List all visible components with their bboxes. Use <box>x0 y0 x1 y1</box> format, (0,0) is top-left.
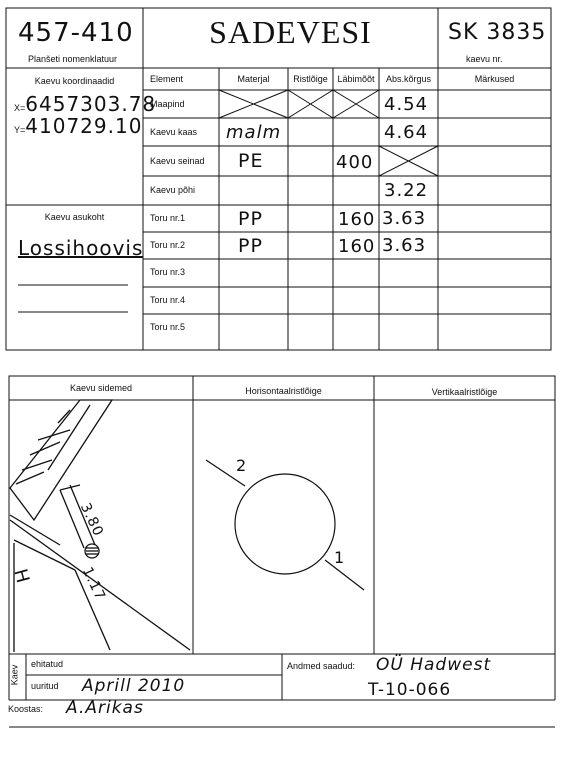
dim-label-h: H <box>9 566 34 587</box>
uuritud-value: Aprill 2010 <box>82 676 186 696</box>
col-header-ristloige: Ristlõige <box>293 74 328 84</box>
andmed-label: Andmed saadud: <box>287 661 356 671</box>
row-element: Kaevu seinad <box>150 156 205 166</box>
row-element: Maapind <box>150 99 185 109</box>
cell-materjal: PP <box>238 208 263 230</box>
col-header-materjal: Materjal <box>237 74 270 84</box>
cell-labimoot: 400 <box>336 152 374 173</box>
page-title: SADEVESI <box>209 14 372 50</box>
nomenclature-value: 457-410 <box>18 18 134 48</box>
kaev-label: Kaev <box>9 664 20 686</box>
panel-label-sidemed: Kaevu sidemed <box>69 383 133 393</box>
cell-abs: 3.63 <box>382 208 427 229</box>
cell-materjal: malm <box>226 122 282 143</box>
coord-y-value: 410729.10 <box>25 114 143 138</box>
cell-materjal: PE <box>238 150 264 172</box>
dim-label-380: 3.80 <box>76 500 107 540</box>
coords-label: Kaevu koordinaadid <box>34 76 115 86</box>
cell-abs: 4.64 <box>384 122 429 143</box>
koostas-label: Koostas: <box>8 704 44 714</box>
coord-x-value: 6457303.78 <box>25 92 157 116</box>
col-header-element: Element <box>150 74 184 84</box>
coord-x-prefix: X= <box>14 103 26 113</box>
well-circle-drawing <box>206 460 364 590</box>
row-element: Toru nr.3 <box>150 267 186 277</box>
row-element: Toru nr.2 <box>150 240 186 250</box>
panel-label-horisontaal: Horisontaalristlõige <box>245 386 322 396</box>
col-header-labimoot: Läbimõõt <box>337 74 375 84</box>
coord-y-prefix: Y= <box>14 125 26 135</box>
andmed-value-1: OÜ Hadwest <box>376 655 492 675</box>
row-element: Toru nr.1 <box>150 213 186 223</box>
pipe-label-1: 1 <box>334 548 346 567</box>
row-element: Kaevu põhi <box>150 185 196 195</box>
coord-y <box>14 114 142 139</box>
location-value: Lossihoovis <box>18 236 144 260</box>
panel-label-vertikaal: Vertikaalristlõige <box>431 387 498 397</box>
well-number-label: kaevu nr. <box>466 54 503 64</box>
well-number-value: SK 3835 <box>448 20 547 45</box>
pipe-label-2: 2 <box>236 456 248 475</box>
col-header-abs: Abs.kõrgus <box>385 74 432 84</box>
row-element: Toru nr.4 <box>150 295 186 305</box>
col-header-markused: Märkused <box>474 74 515 84</box>
andmed-value-2: T-10-066 <box>368 680 452 700</box>
row-element: Kaevu kaas <box>150 127 198 137</box>
nomenclature-label: Planšeti nomenklatuur <box>28 54 118 64</box>
koostas-value: A.Arikas <box>66 698 144 718</box>
dim-label-117: 1.17 <box>78 564 109 604</box>
cell-abs: 3.63 <box>382 235 427 256</box>
cell-labimoot: 160 <box>338 236 376 257</box>
cell-labimoot: 160 <box>338 209 376 230</box>
cell-abs: 3.22 <box>384 180 429 201</box>
cell-abs: 4.54 <box>384 94 429 115</box>
row-element: Toru nr.5 <box>150 322 186 332</box>
cell-materjal: PP <box>238 235 263 257</box>
ehitatud-label: ehitatud <box>31 659 64 669</box>
location-label: Kaevu asukoht <box>44 212 105 222</box>
uuritud-label: uuritud <box>31 681 59 691</box>
